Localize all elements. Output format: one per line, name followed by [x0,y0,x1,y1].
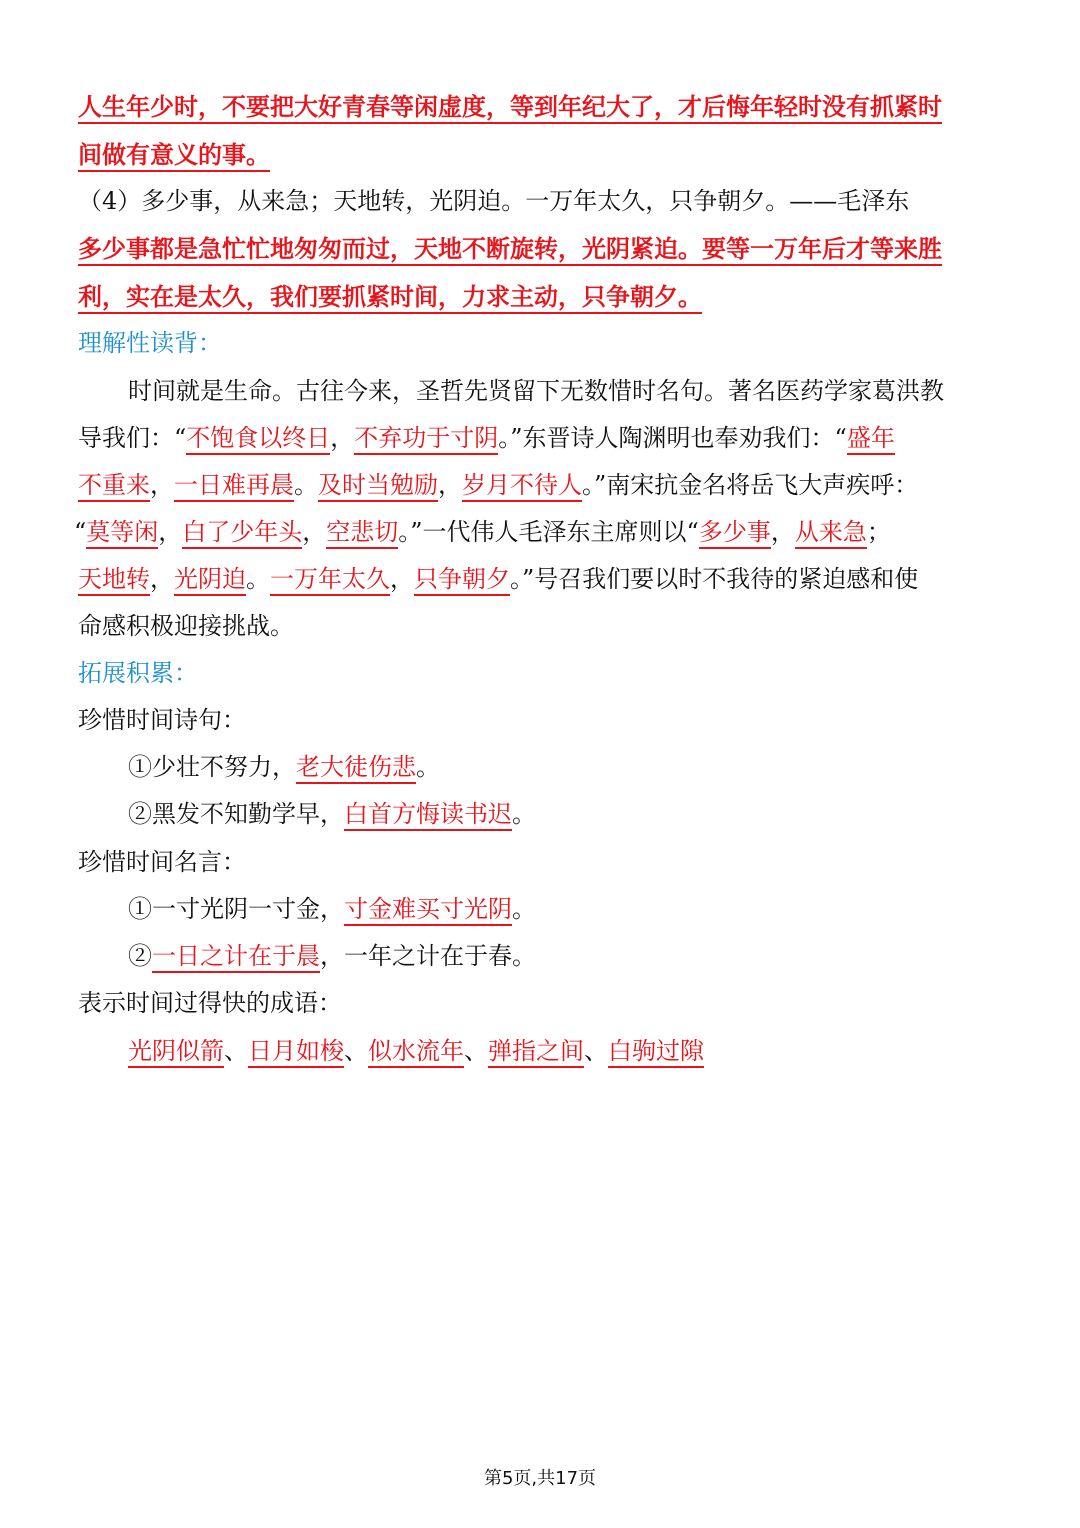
blank-answer: 不弃功于寸阴 [354,424,498,455]
idioms-label: 表示时间过得快的成语： [78,989,342,1017]
blank-answer: 只争朝夕 [414,565,510,596]
saying-1: ①一寸光阴一寸金，寸金难买寸光阴。 [128,892,1004,926]
blank-answer: 空悲切 [326,518,398,549]
blank-answer: 及时当勉励 [318,471,438,502]
idiom: 白驹过隙 [608,1037,704,1068]
reading-line-1: 时间就是生命。古往今来，圣哲先贤留下无数惜时名句。著名医药学家葛洪教 [128,377,944,405]
idiom: 似水流年 [368,1037,464,1068]
section-heading-reading: 理解性读背： [78,329,222,357]
translation-3-line-1: 人生年少时，不要把大好青春等闲虚度，等到年纪大了，才后悔年轻时没有抓紧时 [78,92,942,124]
poem-2: ②黑发不知勤学早，白首方悔读书迟。 [128,797,1004,831]
blank-answer: 老大徒伤悲 [296,753,416,784]
reading-line-6: 命感积极迎接挑战。 [78,612,294,640]
blank-answer: 光阴迫 [174,565,246,596]
sayings-label: 珍惜时间名言： [78,848,246,876]
blank-answer: 一万年太久 [270,565,390,596]
translation-4-line-1: 多少事都是急忙忙地匆匆而过，天地不断旋转，光阴紧迫。要等一万年后才等来胜 [78,234,942,266]
poem-1: ①少壮不努力，老大徒伤悲。 [128,750,1004,784]
blank-answer: 从来急 [795,518,867,549]
reading-line-4: “莫等闲，白了少年头，空悲切。”一代伟人毛泽东主席则以“多少事，从来急； [74,515,1004,549]
blank-answer: 岁月不待人 [462,471,582,502]
blank-answer: 白了少年头 [182,518,302,549]
saying-2: ②一日之计在于晨，一年之计在于春。 [128,939,1004,973]
idiom: 光阴似箭 [128,1037,224,1068]
idioms-list: 光阴似箭、日月如梭、似水流年、弹指之间、白驹过隙 [128,1034,1004,1068]
blank-answer: 不饱食以终日 [186,424,330,455]
blank-answer: 一日之计在于晨 [152,942,320,973]
blank-answer: 白首方悔读书迟 [344,800,512,831]
blank-answer: 莫等闲 [86,518,158,549]
blank-answer: 不重来 [78,471,150,502]
translation-3-line-2: 间做有意义的事。 [78,140,270,172]
blank-answer: 多少事 [699,518,771,549]
item-4-poem: （4）多少事，从来急；天地转，光阴迫。一万年太久，只争朝夕。——毛泽东 [78,187,910,215]
blank-answer: 寸金难买寸光阴 [344,895,512,926]
reading-line-2: 导我们：“不饱食以终日，不弃功于寸阴。”东晋诗人陶渊明也奉劝我们：“盛年 [78,421,1004,455]
blank-answer: 天地转 [78,565,150,596]
reading-line-3: 不重来，一日难再晨。及时当勉励，岁月不待人。”南宋抗金名将岳飞大声疾呼： [78,468,1004,502]
blank-answer: 盛年 [847,424,895,455]
idiom: 日月如梭 [248,1037,344,1068]
translation-4-line-2: 利，实在是太久，我们要抓紧时间，力求主动，只争朝夕。 [78,282,702,314]
reading-line-5: 天地转，光阴迫。一万年太久，只争朝夕。”号召我们要以时不我待的紧迫感和使 [78,562,1004,596]
poems-label: 珍惜时间诗句： [78,706,246,734]
idiom: 弹指之间 [488,1037,584,1068]
section-heading-extend: 拓展积累： [78,659,198,687]
page-footer: 第5页,共17页 [483,1468,597,1489]
blank-answer: 一日难再晨 [174,471,294,502]
